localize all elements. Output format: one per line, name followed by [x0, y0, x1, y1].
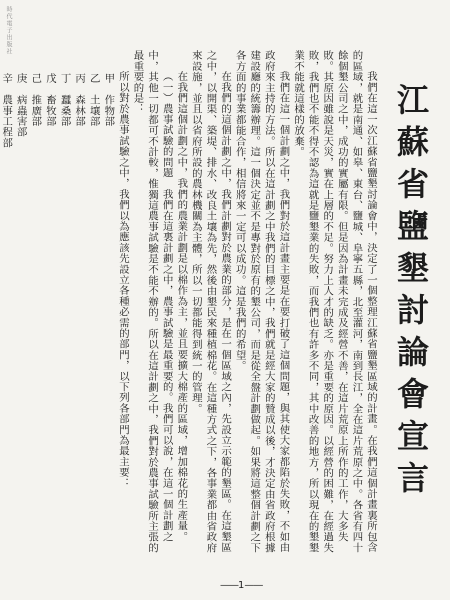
paragraph: 在我們這個計劃之中，我們的農業計劃是以棉作為主，並且要擴大棉產的區域，增加棉花的生產量。: [175, 70, 188, 542]
page-title: 江蘇省鹽墾討論會宣言: [392, 83, 430, 503]
page-number: —— 1 ——: [220, 580, 262, 591]
watermark-text: 時代電子出版社: [5, 6, 12, 55]
paragraph: 我們在這一次江蘇省鹽墾討論會中，決定了一個整理江蘇省鹽墾區域的計畫。在我們這個計畫裏所包含的區域，就是南通、如皋、東台、鹽城、阜寧五縣，北至灌河，南到長江，全在這片荒原之中。各省有四十餘個墾公司之中，成功的實屬有限。但是因為計畫未完成及經營不善，在這片荒原上所作的工作，大多失敗。其原因雖說是天災，實在上層的不足。努力上人才的缺乏。亦是重要的原因。以經營的困難，在經過失敗，我們也不能不得不認為這就是鹽墾業的失敗，而我們也有許多不同，其中改善的地方，所以現在的墾墾業不能就這樣的放棄。: [292, 50, 377, 553]
document-page: [0, 50, 442, 570]
paragraph: 我們在這一個計劃之中，我們對於這計畫主要是在要打破了這個問題，與其使大家都陷於失敗，不如由政府來主持的方法。所以在這計劃之中我們的目標之中，我們就是經大家的贊成以後，才決定由省政府根據建設廳的統籌辦理。這一個決定並不是專對於原有的墾公司，而是從全盤計劃做起。如果將這整個計劃之下各方面的事業都能合作，相信將來一定可以成功。這是我們的希望。: [233, 50, 290, 553]
department-item: 辛 農事工程部: [0, 72, 13, 148]
paragraph: 所以對於農事試驗之中，我們以為應該先設立各種必需的部門，以下列各部門為最主要：: [116, 70, 129, 489]
department-item: 己 推廣部: [29, 72, 42, 127]
department-item: 丁 蠶桑部: [58, 72, 71, 127]
department-item: 戊 畜牧部: [43, 72, 56, 127]
paragraph: （一）農事試驗的問題 我們在這裏計劃之中，農事試驗是最重要的。我們可以說，在這一個計劃之中，其他一切都可不計較，惟獨這農事試驗是不能不辦的。所以在這計劃之中，我們對於農事試驗所主張的最重要的是：: [131, 50, 173, 553]
department-item: 庚 病蟲害部: [14, 72, 27, 137]
department-item: 甲 作物部: [102, 72, 115, 127]
paragraph: 在我們的這個計劃之中，我們計劃對於農業的部分，是在一個區域之內，先設立示範的墾區。在這墾區之中，以開渠、築堤、排水、改良土壤為先，然後由墾民來種植棉花。在這種方式之下，各事業都由省政府來設施，並且以省府所設的農林機關為主體，所以一切都能得到統一的管理。: [189, 50, 232, 553]
body-text: [0, 50, 378, 560]
department-item: 丙 森林部: [73, 72, 86, 127]
department-list: [0, 50, 115, 560]
department-item: 乙 土壤部: [87, 72, 100, 127]
